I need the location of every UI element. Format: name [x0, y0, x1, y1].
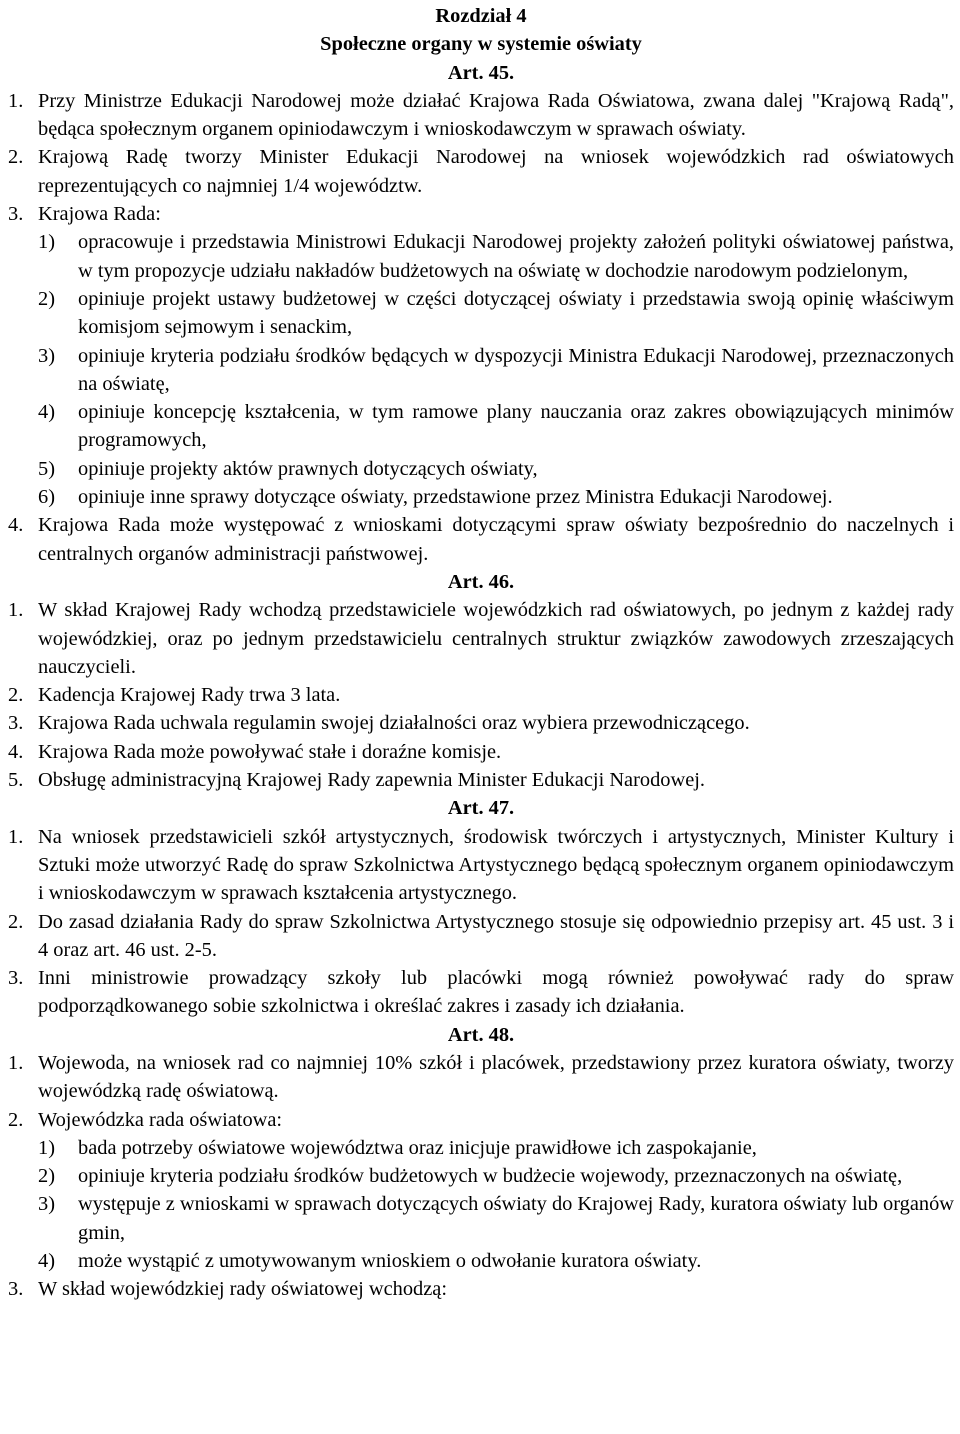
paragraph-text: Krajowa Rada może występować z wnioskami dotyczącymi spraw oświaty bezpośrednio do naczelnych i centralnych organów administracji państwowej. — [38, 514, 954, 565]
paragraph-number: 1. — [8, 89, 24, 112]
list-item-text: opracowuje i przedstawia Ministrowi Edukacji Narodowej projekty założeń polityki oświatowej państwa, w tym propozycje udziału nakładów budżetowych na oświatę w dochodzie narodowym podzielonym, — [78, 231, 954, 282]
paragraph-text: Krajowa Rada może powoływać stałe i doraźne komisje. — [38, 740, 502, 763]
paragraph-number: 4. — [8, 514, 24, 537]
paragraph-number: 3. — [8, 712, 24, 735]
paragraph — [8, 143, 954, 200]
paragraph-number: 3. — [8, 1278, 24, 1301]
list-item — [8, 285, 954, 342]
list-item-text: opiniuje koncepcję kształcenia, w tym ramowe plany nauczania oraz zakres obowiązujących minimów programowych, — [78, 401, 954, 452]
list-item — [8, 1190, 954, 1247]
list-item — [8, 228, 954, 285]
paragraph-text: Na wniosek przedstawicieli szkół artystycznych, środowisk twórczych i artystycznych, Minister Kultury i Sztuki może utworzyć Radę do spraw Szkolnictwa Artystycznego będącą społecznym organem opiniodawczym i wnioskodawczym w sprawach kształcenia artystycznego. — [38, 825, 954, 905]
paragraph — [8, 766, 954, 794]
paragraph — [8, 1049, 954, 1106]
paragraph — [8, 823, 954, 908]
chapter-subtitle: Społeczne organy w systemie oświaty — [320, 33, 642, 56]
paragraph — [8, 511, 954, 568]
list-item — [8, 483, 954, 511]
paragraph-number: 2. — [8, 146, 24, 169]
article-47-heading: Art. 47. — [447, 797, 515, 820]
paragraph-number: 2. — [8, 1108, 24, 1131]
list-item-number: 2) — [38, 287, 55, 310]
list-item — [8, 1134, 954, 1162]
document-page — [8, 2, 954, 1304]
paragraph-text: W skład wojewódzkiej rady oświatowej wchodzą: — [38, 1278, 448, 1301]
article-45-heading: Art. 45. — [447, 61, 515, 84]
list-item-text: bada potrzeby oświatowe województwa oraz inicjuje prawidłowe ich zaspokajanie, — [78, 1136, 757, 1159]
paragraph-text: Wojewódzka rada oświatowa: — [38, 1108, 283, 1131]
list-item-text: występuje z wnioskami w sprawach dotyczących oświaty do Krajowej Rady, kuratora oświaty lub organów gmin, — [78, 1193, 954, 1244]
list-item — [8, 455, 954, 483]
paragraph-number: 2. — [8, 684, 24, 707]
paragraph-number: 3. — [8, 203, 24, 226]
paragraph — [8, 87, 954, 144]
list-item-number: 1) — [38, 231, 55, 254]
paragraph-text: Wojewoda, na wniosek rad co najmniej 10% szkół i placówek, przedstawiony przez kuratora oświaty, tworzy wojewódzką radę oświatową. — [38, 1051, 954, 1103]
list-item-number: 4) — [38, 401, 55, 424]
paragraph-number: 1. — [8, 1051, 24, 1074]
list-item-number: 5) — [38, 457, 55, 480]
list-item-text: opiniuje projekty aktów prawnych dotyczących oświaty, — [78, 457, 538, 480]
list-item-number: 4) — [38, 1250, 55, 1273]
paragraph — [8, 596, 954, 681]
paragraph-text: Do zasad działania Rady do spraw Szkolnictwa Artystycznego stosuje się odpowiednio przepisy art. 45 ust. 3 i 4 oraz art. 46 ust. 2-5. — [38, 910, 954, 961]
list-item-number: 1) — [38, 1136, 55, 1159]
paragraph-number: 4. — [8, 740, 24, 763]
paragraph-text: Przy Ministrze Edukacji Narodowej może działać Krajowa Rada Oświatowa, zwana dalej "Krajową Radą", będąca społecznym organem opiniodawczym i wnioskodawczym w sprawach oświaty. — [38, 89, 954, 141]
paragraph — [8, 709, 954, 737]
list-item-text: opiniuje kryteria podziału środków będących w dyspozycji Ministra Edukacji Narodowej, przeznaczonych na oświatę, — [78, 344, 954, 395]
list-item-text: opiniuje inne sprawy dotyczące oświaty, przedstawione przez Ministra Edukacji Narodowej. — [78, 486, 833, 509]
article-46-heading: Art. 46. — [447, 570, 515, 593]
paragraph — [8, 681, 954, 709]
paragraph — [8, 200, 954, 228]
list-item-number: 3) — [38, 344, 55, 367]
paragraph-number: 1. — [8, 825, 24, 848]
list-item-number: 6) — [38, 486, 55, 509]
paragraph-text: Krajową Radę tworzy Minister Edukacji Narodowej na wniosek wojewódzkich rad oświatowych reprezentujących co najmniej 1/4 województw. — [38, 146, 954, 197]
paragraph-number: 2. — [8, 910, 24, 933]
list-item — [8, 398, 954, 455]
paragraph-number: 1. — [8, 599, 24, 622]
paragraph — [8, 738, 954, 766]
paragraph-text: Kadencja Krajowej Rady trwa 3 lata. — [38, 684, 341, 707]
list-item — [8, 1247, 954, 1275]
list-item — [8, 342, 954, 399]
chapter-title: Rozdział 4 — [435, 5, 527, 27]
paragraph — [8, 1106, 954, 1134]
list-item-text: może wystąpić z umotywowanym wnioskiem o odwołanie kuratora oświaty. — [78, 1250, 702, 1273]
list-item-text: opiniuje projekt ustawy budżetowej w części dotyczącej oświaty i przedstawia swoją opinię właściwym komisjom sejmowym i senackim, — [78, 287, 954, 339]
paragraph — [8, 964, 954, 1021]
paragraph-number: 5. — [8, 769, 24, 792]
paragraph — [8, 1275, 954, 1303]
paragraph-number: 3. — [8, 967, 24, 990]
paragraph-text: Krajowa Rada uchwala regulamin swojej działalności oraz wybiera przewodniczącego. — [38, 712, 750, 735]
paragraph-text: Obsługę administracyjną Krajowej Rady zapewnia Minister Edukacji Narodowej. — [38, 769, 706, 792]
list-item-number: 2) — [38, 1165, 55, 1188]
list-item-text: opiniuje kryteria podziału środków budżetowych w budżecie wojewody, przeznaczonych na oświatę, — [78, 1165, 903, 1188]
paragraph — [8, 908, 954, 965]
paragraph-text: Inni ministrowie prowadzący szkoły lub placówki mogą również powoływać rady do spraw podporządkowanego sobie szkolnictwa i określać zakres i zasady ich działania. — [38, 967, 954, 1018]
paragraph-text: W skład Krajowej Rady wchodzą przedstawiciele wojewódzkich rad oświatowych, po jednym z każdej rady wojewódzkiej, oraz po jednym przedstawicielu centralnych struktur związków zawodowych zrzeszających nauczycieli. — [38, 599, 954, 678]
article-48-heading: Art. 48. — [447, 1023, 515, 1046]
list-item-number: 3) — [38, 1193, 55, 1216]
list-item — [8, 1162, 954, 1190]
paragraph-text: Krajowa Rada: — [38, 203, 161, 226]
